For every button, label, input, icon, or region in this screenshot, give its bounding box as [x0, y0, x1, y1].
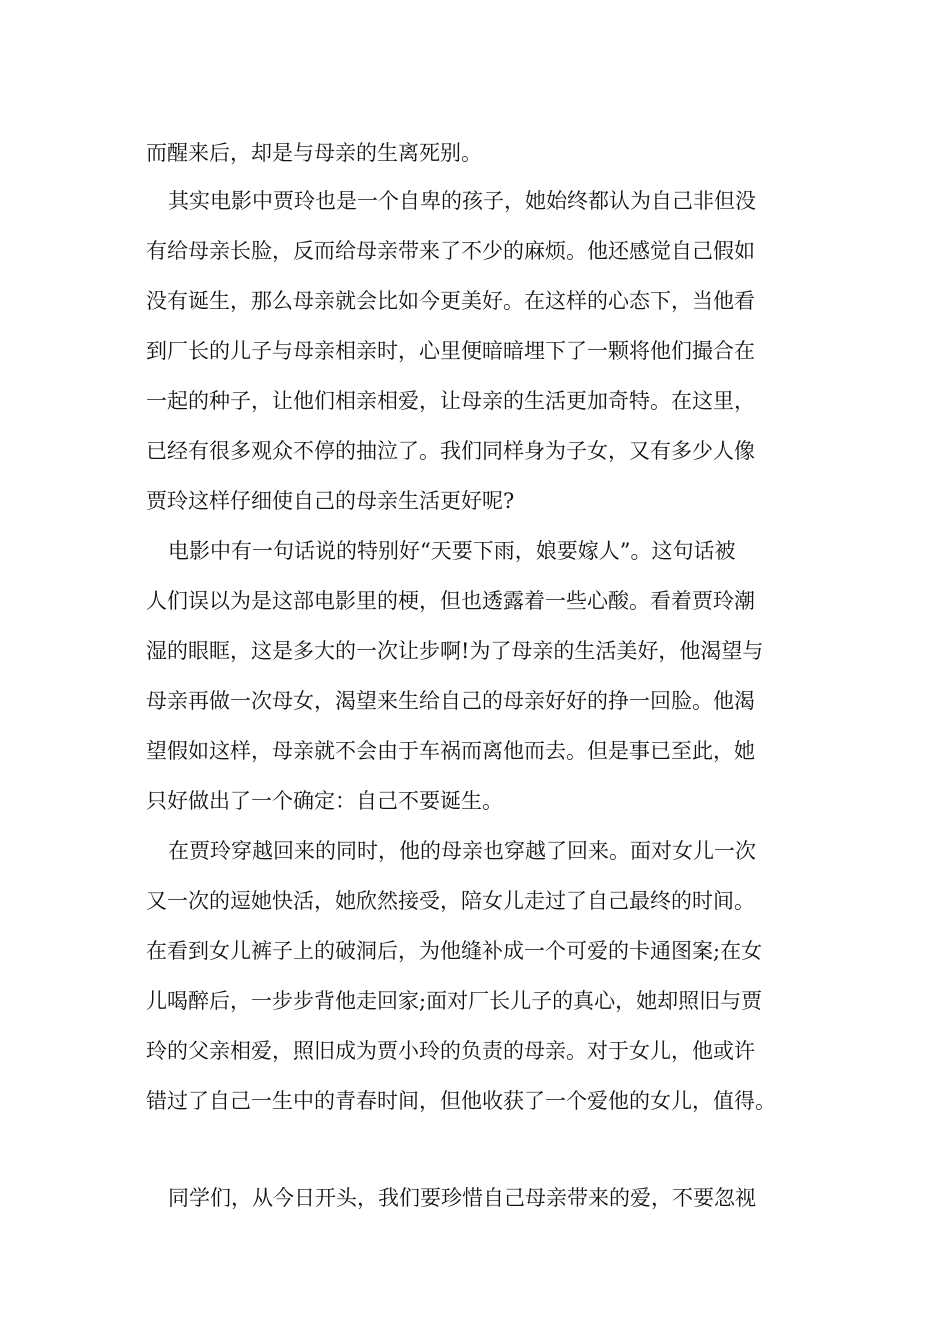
text-line-1: 而醒来后，却是与母亲的生离死别。 [146, 141, 482, 165]
text-line-8: 贾玲这样仔细使自己的母亲生活更好呢? [146, 489, 515, 513]
text-line-18: 儿喝醉后，一步步背他走回家;面对厂长儿子的真心，她却照旧与贾 [146, 989, 763, 1013]
text-line-15: 在贾玲穿越回来的同时，他的母亲也穿越了回来。面对女儿一次 [168, 839, 756, 863]
text-line-3: 有给母亲长脸，反而给母亲带来了不少的麻烦。他还感觉自己假如 [146, 239, 755, 263]
text-line-20: 错过了自己一生中的青春时间，但他收获了一个爱他的女儿，值得。 [146, 1089, 776, 1113]
text-line-9: 电影中有一句话说的特别好“天要下雨，娘要嫁人”。这句话被 [168, 539, 736, 563]
text-line-5: 到厂长的儿子与母亲相亲时，心里便暗暗埋下了一颗将他们撮合在 [146, 339, 755, 363]
text-line-4: 没有诞生，那么母亲就会比如今更美好。在这样的心态下，当他看 [146, 289, 755, 313]
text-line-19: 玲的父亲相爱，照旧成为贾小玲的负责的母亲。对于女儿，他或许 [146, 1039, 755, 1063]
text-line-6: 一起的种子，让他们相亲相爱，让母亲的生活更加奇特。在这里， [146, 389, 755, 413]
text-line-12: 母亲再做一次母女，渴望来生给自己的母亲好好的挣一回脸。他渴 [146, 689, 755, 713]
text-line-10: 人们误以为是这部电影里的梗，但也透露着一些心酸。看着贾玲潮 [146, 589, 755, 613]
text-line-2: 其实电影中贾玲也是一个自卑的孩子，她始终都认为自己非但没 [168, 189, 756, 213]
text-line-13: 望假如这样，母亲就不会由于车祸而离他而去。但是事已至此，她 [146, 739, 755, 763]
text-line-21: 同学们，从今日开头，我们要珍惜自己母亲带来的爱，不要忽视 [168, 1186, 756, 1210]
text-line-11: 湿的眼眶，这是多大的一次让步啊!为了母亲的生活美好，他渴望与 [146, 639, 764, 663]
text-line-14: 只好做出了一个确定：自己不要诞生。 [146, 789, 503, 813]
text-line-7: 已经有很多观众不停的抽泣了。我们同样身为子女，又有多少人像 [146, 439, 755, 463]
text-line-16: 又一次的逗她快活，她欣然接受，陪女儿走过了自己最终的时间。 [146, 889, 755, 913]
text-line-17: 在看到女儿裤子上的破洞后，为他缝补成一个可爱的卡通图案;在女 [146, 939, 763, 963]
